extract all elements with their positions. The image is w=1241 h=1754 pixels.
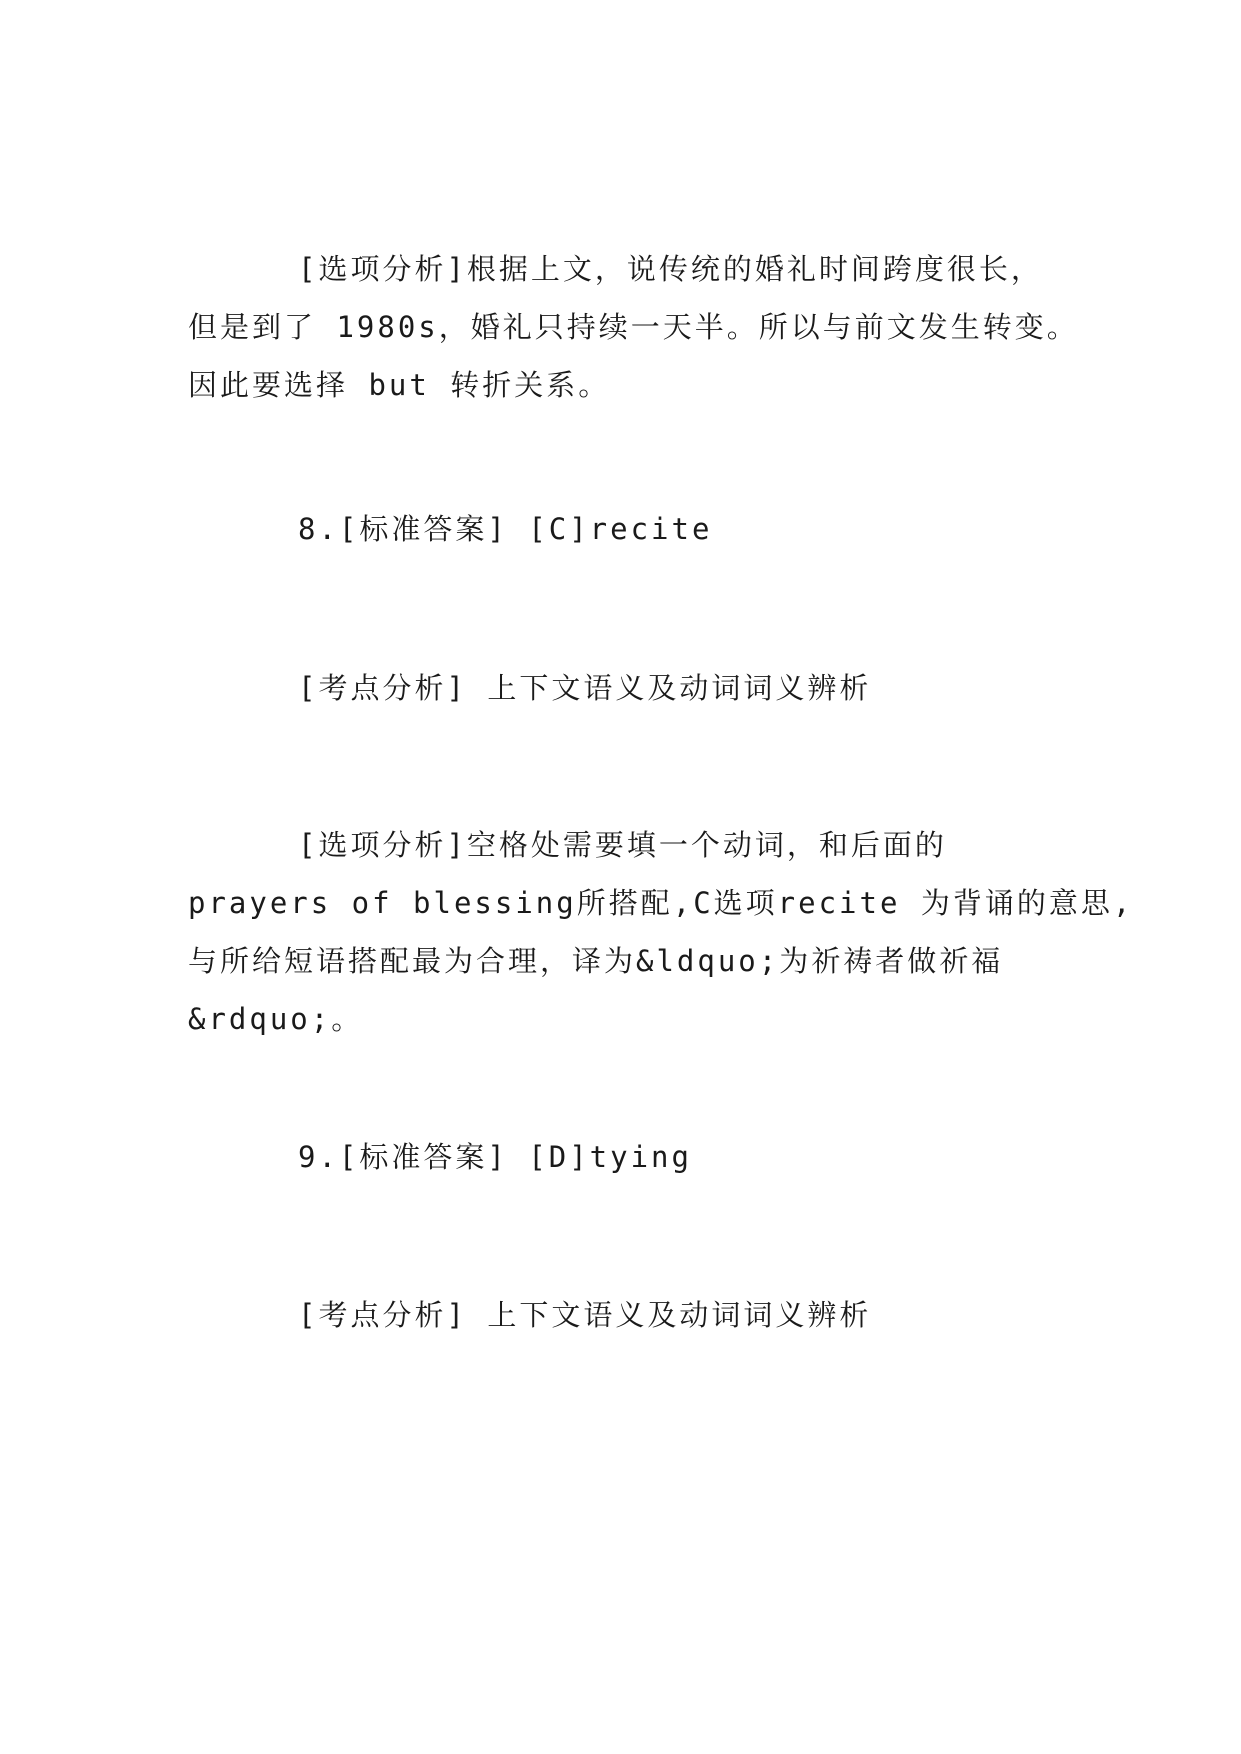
paragraph-line: 与所给短语搭配最为合理，译为&ldquo;为祈祷者做祈福 <box>188 944 1004 978</box>
paragraph-line: 但是到了 1980s，婚礼只持续一天半。所以与前文发生转变。 <box>188 310 1079 344</box>
paragraph-line: [选项分析]空格处需要填一个动词，和后面的 <box>298 828 947 862</box>
paragraph-line: &rdquo;。 <box>188 1002 364 1036</box>
exam-point-analysis-8: [考点分析] 上下文语义及动词词义辨析 <box>298 671 872 705</box>
answer-heading-8: 8.[标准答案] [C]recite <box>298 512 713 546</box>
paragraph-line: prayers of blessing所搭配,C选项recite 为背诵的意思, <box>188 886 1134 920</box>
option-analysis-paragraph-7 <box>188 240 1079 414</box>
paragraph-line: [选项分析]根据上文，说传统的婚礼时间跨度很长， <box>298 252 1043 286</box>
option-analysis-paragraph-8 <box>188 816 1134 1048</box>
paragraph-line: 因此要选择 but 转折关系。 <box>188 368 611 402</box>
answer-heading-9: 9.[标准答案] [D]tying <box>298 1140 692 1174</box>
exam-point-analysis-9: [考点分析] 上下文语义及动词词义辨析 <box>298 1298 872 1332</box>
